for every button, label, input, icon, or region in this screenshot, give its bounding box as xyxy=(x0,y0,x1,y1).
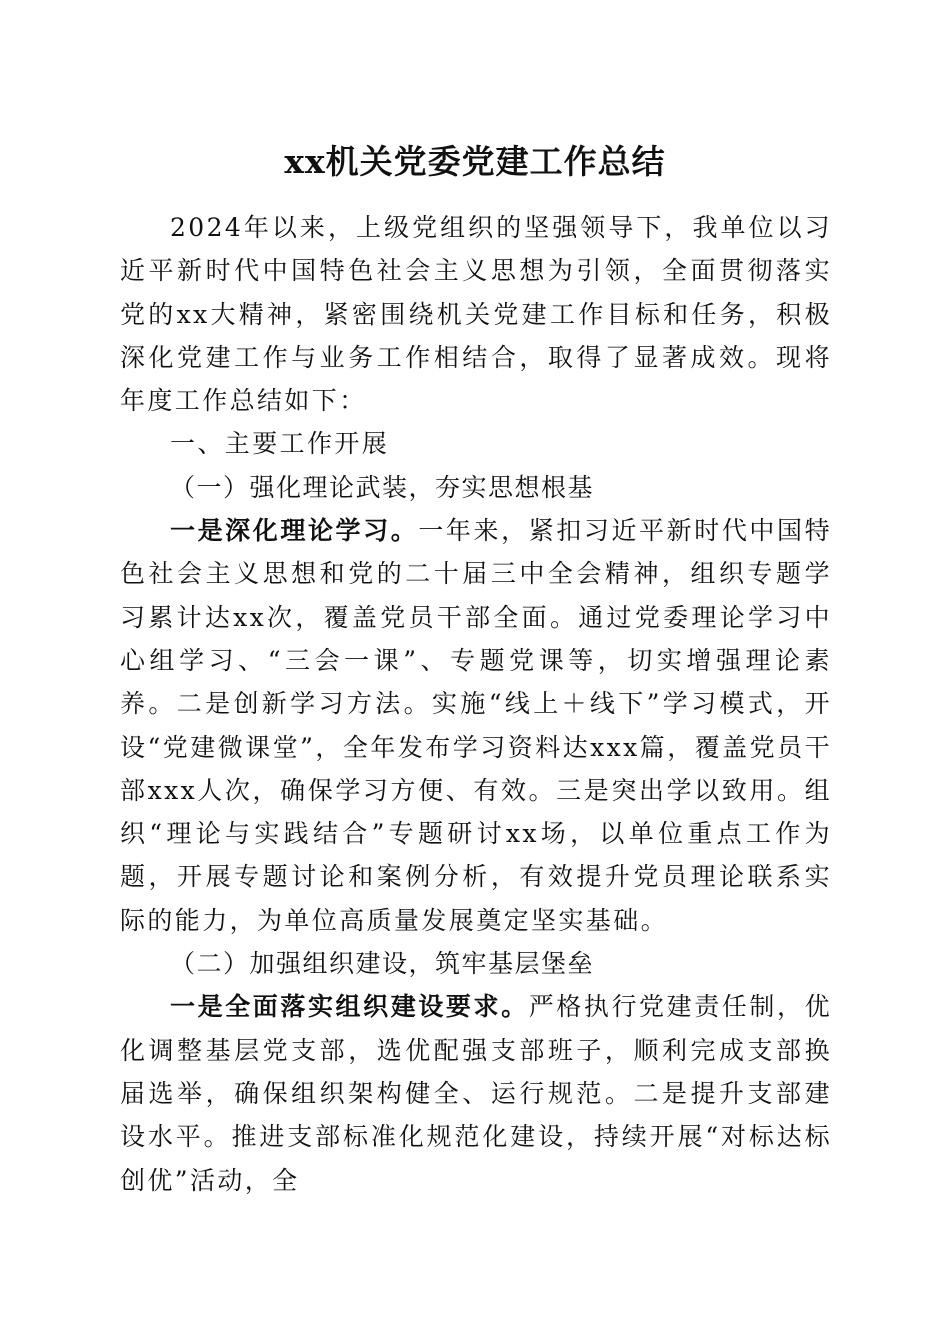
paragraph-text-2: 严格执行党建责任制，优化调整基层党支部，选优配强支部班子，顺利完成支部换届选举，确保组织架构健全、运行规范。二是提升支部建设水平。推进支部标准化规范化建设，持续开展“对标达标创优”活动，全 xyxy=(120,992,832,1195)
document-title: xx机关党委党建工作总结 xyxy=(284,142,666,181)
section-heading: 一、主要工作开展 xyxy=(170,429,390,459)
intro-paragraph: 2024年以来，上级党组织的坚强领导下，我单位以习近平新时代中国特色社会主义思想为引领，全面贯彻落实党的xx大精神，紧密围绕机关党建工作目标和任务，积极深化党建工作与业务工作相结合，取得了显著成效。现将年度工作总结如下： xyxy=(120,213,832,416)
paragraph-lead-2: 一是全面落实组织建设要求。 xyxy=(170,992,529,1022)
paragraph-text-1: 一年来，紧扣习近平新时代中国特色社会主义思想和党的二十届三中全会精神，组织专题学习累计达xx次，覆盖党员干部全面。通过党委理论学习中心组学习、“三会一课”、专题党课等，切实增强理论素养。二是创新学习方法。实施“线上＋线下”学习模式，开设“党建微课堂”，全年发布学习资料达xxx篇，覆盖党员干部xxx人次，确保学习方便、有效。三是突出学以致用。组织“理论与实践结合”专题研讨xx场，以单位重点工作为题，开展专题讨论和案例分析，有效提升党员理论联系实际的能力，为单位高质量发展奠定坚实基础。 xyxy=(120,516,832,935)
subsection-1-paragraph xyxy=(120,509,832,942)
subsection-2-paragraph xyxy=(120,985,832,1201)
paragraph-lead-1: 一是深化理论学习。 xyxy=(170,516,419,546)
subsection-heading-1: （一）强化理论武装，夯实思想根基 xyxy=(170,472,595,502)
document-body xyxy=(120,206,832,1202)
subsection-heading-2: （二）加强组织建设，筑牢基层堡垒 xyxy=(170,949,595,979)
